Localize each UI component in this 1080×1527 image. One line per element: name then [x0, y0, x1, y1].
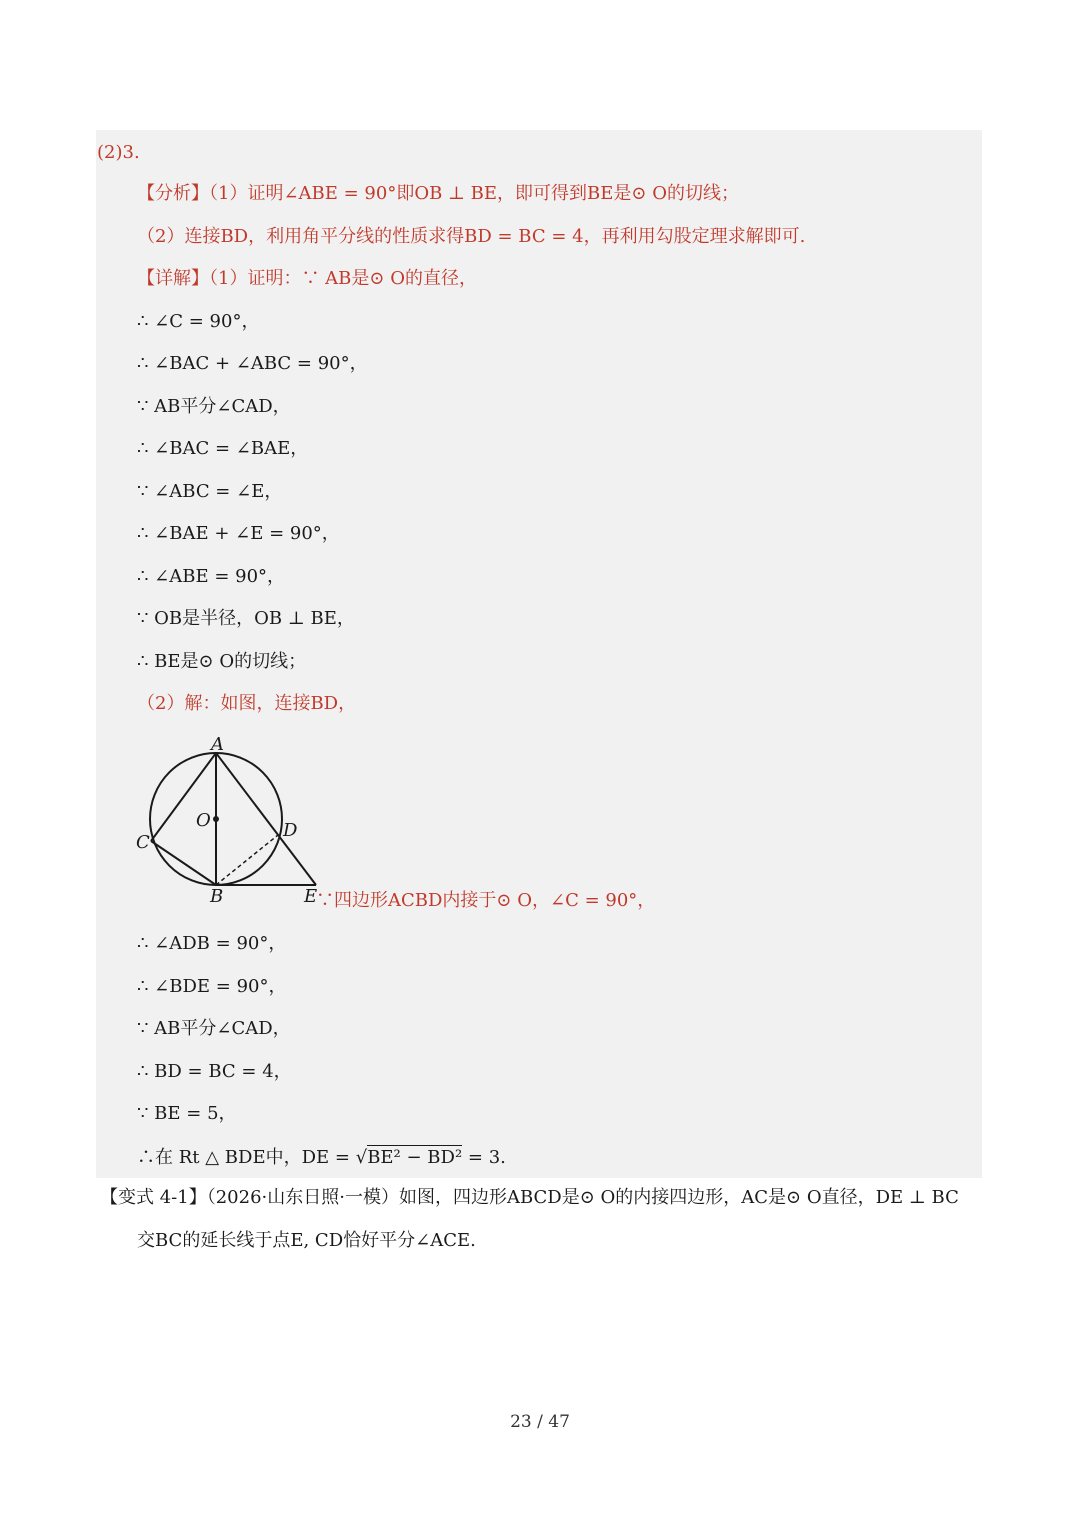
step-line: ∴ ∠BAC = ∠BAE，	[137, 438, 309, 459]
step-line: ∴ BE是⊙ O的切线；	[137, 651, 307, 672]
analysis-line-1	[137, 182, 739, 206]
step-line: ∴ ∠BAC + ∠ABC = 90°，	[137, 353, 368, 374]
detail-intro: （1）证明：∵ AB是⊙ O的直径，	[209, 268, 477, 289]
variant-line-2: 交BC的延长线于点E, CD恰好平分∠ACE.	[137, 1230, 476, 1251]
segment-cb	[151, 841, 216, 885]
analysis-tag: 【分析】	[137, 183, 209, 204]
step-line: ∴ ∠BDE = 90°，	[137, 976, 287, 997]
step-line: ∴ ∠ABE = 90°，	[137, 566, 286, 587]
analysis-line-2: （2）连接BD，利用角平分线的性质求得BD = BC = 4，再利用勾股定理求解即可.	[137, 226, 806, 247]
step-line: ∵ BE = 5，	[137, 1103, 237, 1124]
step-line: ∵ AB平分∠CAD，	[137, 396, 291, 417]
page-number: 23 / 47	[510, 1412, 570, 1432]
final-prefix: ∴在 Rt △ BDE中，DE =	[137, 1147, 356, 1168]
geometry-figure	[132, 734, 328, 906]
label-a: A	[211, 734, 224, 755]
answer-label: (2)3.	[97, 142, 140, 163]
label-e: E	[304, 886, 318, 906]
detail-line	[137, 267, 477, 291]
label-c: C	[136, 832, 150, 853]
figure-side-text: ∵四边形ACBD内接于⊙ O，∠C = 90°，	[316, 890, 656, 911]
label-d: D	[283, 820, 298, 841]
step-line: ∵ OB是半径，OB ⊥ BE，	[137, 608, 355, 629]
detail-tag: 【详解】	[137, 268, 209, 289]
final-radicand: BE² − BD²	[367, 1147, 463, 1168]
analysis-text-1: （1）证明∠ABE = 90°即OB ⊥ BE，即可得到BE是⊙ O的切线；	[209, 183, 739, 204]
step-line: ∴ ∠C = 90°，	[137, 311, 260, 332]
step-line: ∴ BD = BC = 4，	[137, 1061, 292, 1082]
segment-ae	[216, 753, 316, 885]
sqrt-symbol: √	[355, 1147, 368, 1168]
step-line: ∴ ∠ADB = 90°，	[137, 933, 287, 954]
step-line: ∵ AB平分∠CAD，	[137, 1018, 291, 1039]
final-suffix: = 3.	[462, 1147, 506, 1168]
label-b: B	[210, 886, 224, 906]
label-o: O	[196, 810, 211, 831]
step-line: ∵ ∠ABC = ∠E，	[137, 481, 283, 502]
part2-intro: （2）解：如图，连接BD，	[137, 693, 357, 714]
final-line	[137, 1146, 506, 1170]
center-point	[213, 816, 219, 822]
variant-line-1: 【变式 4-1】（2026·山东日照·一模）如图，四边形ABCD是⊙ O的内接四边形，AC是⊙ O直径，DE ⊥ BC	[100, 1187, 959, 1208]
step-line: ∴ ∠BAE + ∠E = 90°，	[137, 523, 340, 544]
